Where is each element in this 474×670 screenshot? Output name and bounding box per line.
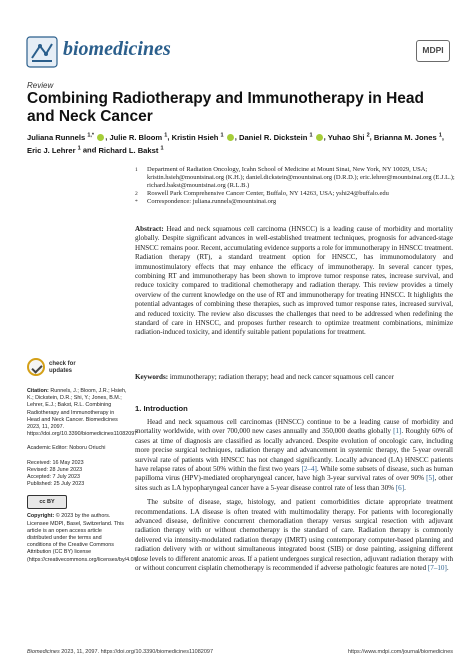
reference-link[interactable]: [2–4] <box>301 465 317 474</box>
publisher-logo[interactable]: MDPI <box>416 40 450 62</box>
abstract-label: Abstract: <box>135 225 164 233</box>
keywords-text: immunotherapy; radiation therapy; head and neck cancer squamous cell cancer <box>169 373 394 381</box>
paragraph: Head and neck squamous cell carcinomas (HNSCC) continue to be a leading cause of morbidity and mortality worldwide, with over 700,000 new cases annually and 350,000 deaths globally [1]. Roughly 60% of cases at time of diagnosis are classified as locally advanced. Despite evolution of oncologic care, including more precise surgical techniques, radiation therapy and advancement in systemic therapy, the 5-year overall survival rate of patients with HNSCC has not changed significantly. Locally advanced (LA) HNSCC patients have relapse rates of about 50% within the first two years [2–4]. While some subsets of disease, such as human papilloma virus (HPV)-mediated oropharyngeal cancer, have high 3-year survival rates of over 90% [5], other sites such as LA hypopharyngeal cancer have a 5-year disease control rate of less than 30% [6]. <box>135 418 453 492</box>
abstract <box>135 225 453 338</box>
author-name[interactable]: Eric J. Lehrer $^1$ <box>27 145 81 155</box>
journal-url-link[interactable]: https://www.mdpi.com/journal/biomedicines <box>347 649 453 655</box>
author-name[interactable]: Julie R. Bloom $^1$ <box>109 132 168 142</box>
author-name[interactable]: Yuhao Shi $^2$ <box>327 132 370 142</box>
affiliation-1: 1 Department of Radiation Oncology, Icahn School of Medicine at Mount Sinai, New York, NY 10029, USA; kristin.hsieh@mountsinai.org (K.H.); daniel.dickstein@mountsinai.org (D.R.D.); eric.lehrer@mountsinai.org (E.J.L.); richard.bakst@mountsinai.org (R.L.B.) <box>135 166 455 189</box>
author-name[interactable]: Richard L. Bakst $^1$ <box>98 145 164 155</box>
check-for-updates-button[interactable]: check for updates <box>27 358 127 380</box>
affiliation-2: 2 Roswell Park Comprehensive Cancer Center, Buffalo, NY 14263, USA; yshi24@buffalo.edu <box>135 190 389 197</box>
author-name[interactable]: Daniel R. Dickstein $^1$ <box>239 133 324 142</box>
keywords <box>135 373 453 382</box>
orcid-icon[interactable] <box>316 134 323 141</box>
paragraph: The subsite of disease, stage, histology, and patient comorbidities dictate appropriate treatment recommendations. LA disease is often treated with multimodality therapy. For patients with locoregionally advanced disease, definitive concurrent chemoradiation therapy versus surgical resection with adjuvant radiation therapy with or without chemotherapy is the standard of care. Radiation therapy is commonly delivered via intensity-modulated radiation therapy (IMRT) using contemporary computer-based planning and radiation delivery with or without simultaneous integrated boost (SIB) or dose painting, assigning different dose levels to different anatomic areas. If a patient undergoes surgical resection, adjuvant radiation therapy with or without concurrent cisplatin chemotherapy is recommended if adverse pathologic features are noted [7–10]. <box>135 498 453 573</box>
page-footer <box>27 649 453 655</box>
introduction-body <box>135 418 453 574</box>
journal-logo-icon <box>26 36 58 68</box>
copyright: Copyright: © 2023 by the authors. Licensee MDPI, Basel, Switzerland. This article is an open access article distributed under the terms and conditions of the Creative Commons Attribution (CC BY) license (https://creativecommons.org/licenses/by/4.0/). <box>27 513 139 563</box>
affiliations <box>135 166 455 206</box>
article-title: Combining Radiotherapy and Immunotherapy in Head and Neck Cancer <box>27 90 425 125</box>
section-heading: 1. Introduction <box>135 404 188 413</box>
academic-editor: Academic Editor: Noboru Oriuchi <box>27 445 106 452</box>
author-list: Juliana Runnels $^{1,*}$ , Julie R. Bloom $^1$, Kristin Hsieh $^1$ , Daniel R. Dickstein $^1$ , Yuhao Shi $^2$, Brianna M. Jones $^1$, Eric J. Lehrer $^1$ and Richard L. Bakst $^1$ <box>27 132 445 155</box>
journal-name[interactable]: biomedicines <box>63 38 171 60</box>
abstract-text: Head and neck squamous cell carcinoma (HNSCC) is a leading cause of morbidity and mortality globally. Despite significant advances in well-established treatment techniques, prognosis for advanced-stage HNSCC remains poor. Recent, accumulating evidence supports a role for immunotherapy in HNSCC treatment. Radiation therapy (RT), a standard treatment option for HNSCC, has immunomodulatory and immunostimulatory effects that may enhance the efficacy of immunotherapy. In several cancer types, combining RT and immunotherapy has been shown to improve tumor response rates, increase survival, and reduce toxicity compared to traditional chemotherapy and radiation therapy. This review provides a timely overview of the current knowledge on the use of RT and immunotherapy for treating HNSCC. It highlights the potential advantages of combining these therapies, such as improved tumor response rates, increased survival, and reduced toxicity. The review also discusses the challenges that need to be addressed when redefining the standard of care in HNSCC, and proposes further research to optimize treatment combinations, minimize radiation-induced toxicity, and identify suitable patient populations for treatment. <box>135 225 454 337</box>
check-updates-icon <box>27 358 45 376</box>
author-name[interactable]: Juliana Runnels $^{1,*}$ <box>27 133 105 142</box>
reference-link[interactable]: [6] <box>395 483 405 492</box>
reference-link[interactable]: [5] <box>426 474 435 483</box>
orcid-icon[interactable] <box>97 134 104 141</box>
orcid-icon[interactable] <box>227 134 234 141</box>
publication-dates: Received: 16 May 2023 Revised: 28 June 2023 Accepted: 7 July 2023 Published: 25 July 2023 <box>27 459 85 488</box>
cc-by-license-icon[interactable]: cc BY <box>27 495 67 509</box>
author-name[interactable]: Brianna M. Jones $^1$ <box>373 132 442 142</box>
footer-citation: Biomedicines 2023, 11, 2097. https://doi.org/10.3390/biomedicines11082097 <box>27 649 214 655</box>
keywords-label: Keywords: <box>135 373 169 381</box>
reference-link[interactable]: [7–10] <box>427 564 447 573</box>
citation: Citation: Runnels, J.; Bloom, J.R.; Hsieh, K.; Dickstein, D.R.; Shi, Y.; Jones, B.M.; Lehrer, E.J.; Bakst, R.L. Combining Radiotherapy and Immunotherapy in Head and Neck Cancer. Biomedicines 2023, 11, 2097. https://doi.org/10.3390/biomedicines11082097 <box>27 388 138 438</box>
author-name[interactable]: Kristin Hsieh $^1$ <box>172 133 235 142</box>
article-sidebar <box>27 358 139 571</box>
article-type: Review <box>27 81 54 90</box>
reference-link[interactable]: [1] <box>393 427 402 436</box>
journal-header <box>26 36 450 70</box>
correspondence: * Correspondence: juliana.runnels@mountsinai.org <box>135 198 277 205</box>
